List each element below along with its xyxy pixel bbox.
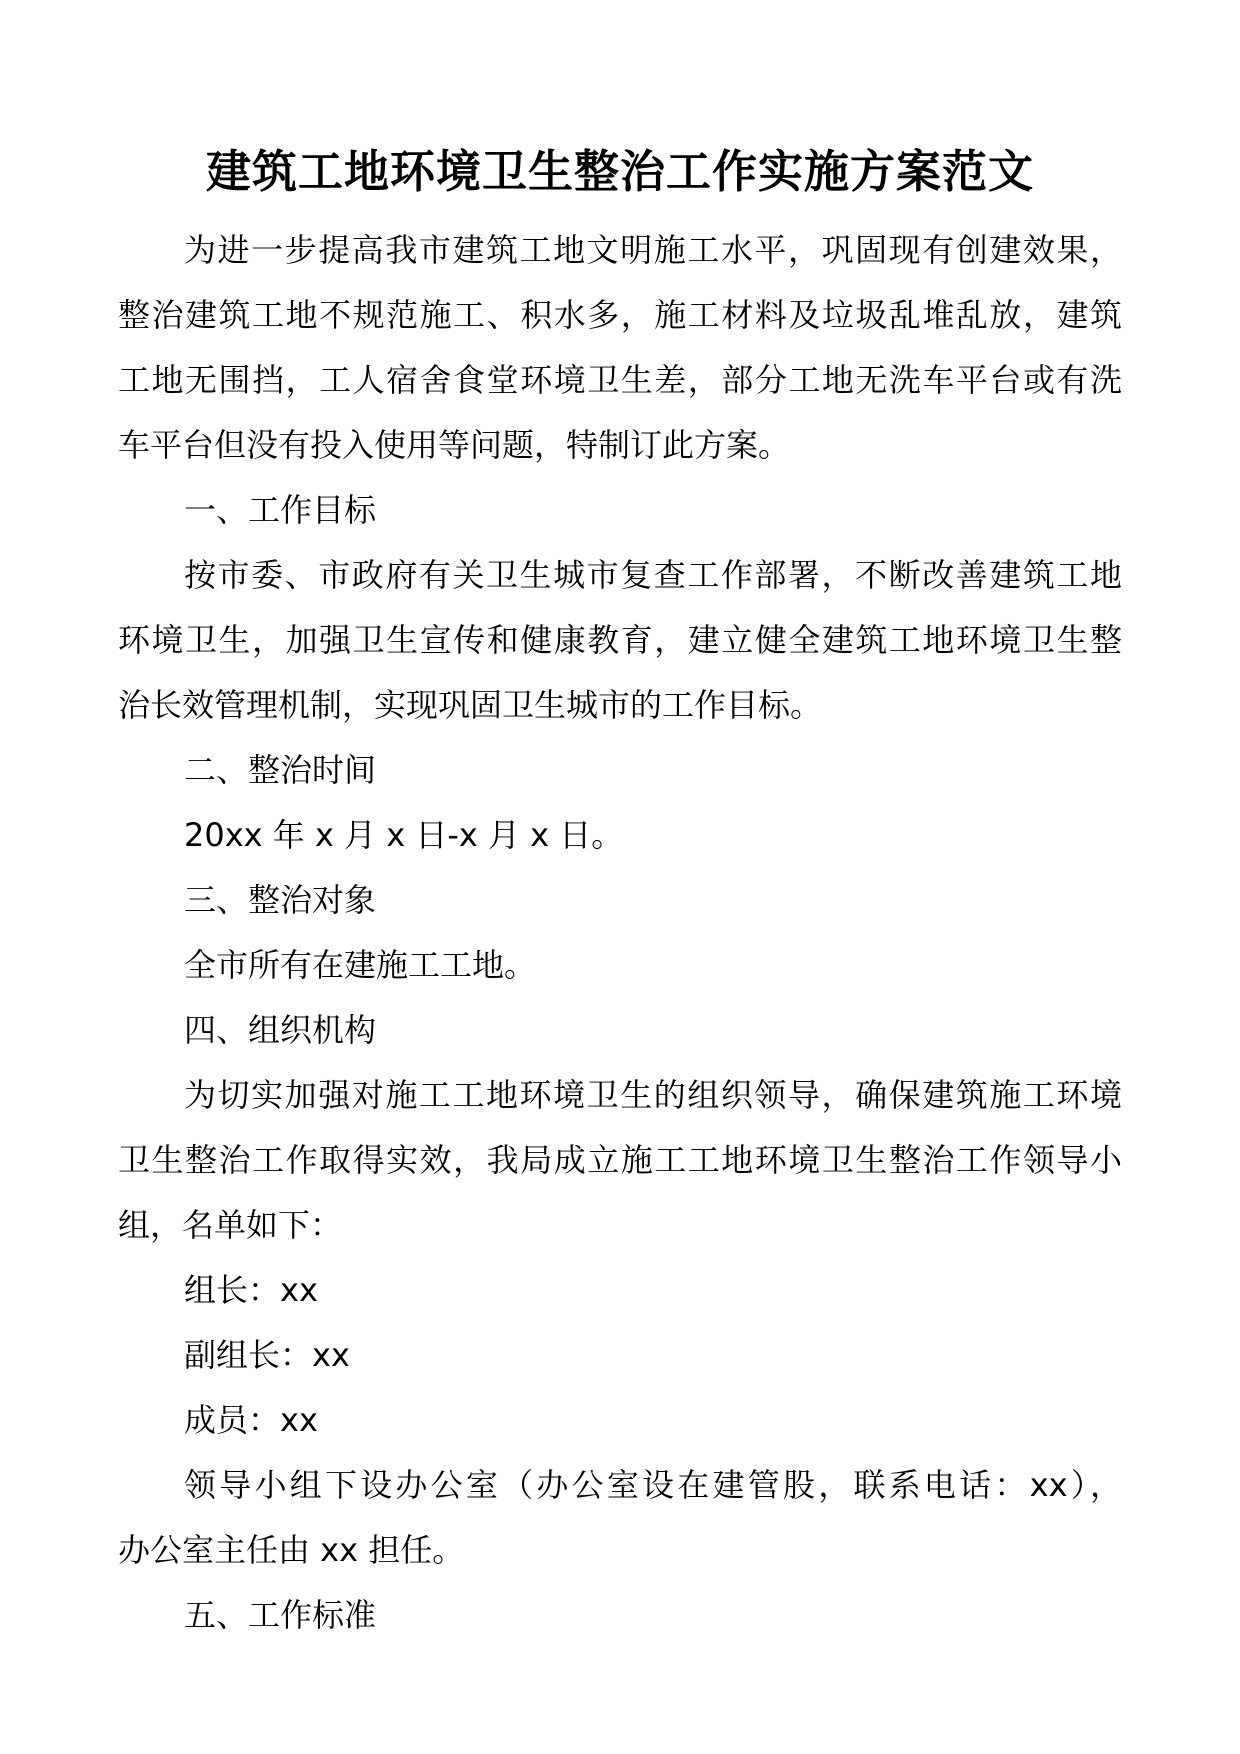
paragraph-goal (118, 543, 1122, 738)
heading-text: 二、整治时间 (184, 751, 377, 789)
paragraph-time (118, 803, 1122, 868)
text-line: 为进一步提高我市建筑工地文明施工水平，巩固现有创建效果， (184, 231, 1122, 269)
paragraph-target (118, 933, 1122, 998)
section-heading-standard (118, 1583, 1122, 1648)
text-line: 治长效管理机制，实现巩固卫生城市的工作目标。 (118, 686, 823, 724)
paragraph-organization (118, 1063, 1122, 1258)
paragraph-office (118, 1453, 1122, 1583)
text-line: 工地无围挡，工人宿舍食堂环境卫生差，部分工地无洗车平台或有洗 (118, 361, 1122, 399)
text-line: 副组长：xx (184, 1336, 350, 1374)
section-heading-time (118, 738, 1122, 803)
text-line: 环境卫生，加强卫生宣传和健康教育，建立健全建筑工地环境卫生整 (118, 621, 1122, 659)
text-line: 按市委、市政府有关卫生城市复查工作部署，不断改善建筑工地 (184, 556, 1122, 594)
member-members (118, 1388, 1122, 1453)
text-line: 领导小组下设办公室（办公室设在建管股，联系电话：xx）， (184, 1466, 1122, 1504)
document-body (118, 218, 1122, 1648)
member-deputy-leader (118, 1323, 1122, 1388)
section-heading-organization (118, 998, 1122, 1063)
heading-text: 四、组织机构 (184, 1011, 377, 1049)
text-line: 全市所有在建施工工地。 (184, 946, 537, 984)
text-line: 车平台但没有投入使用等问题，特制订此方案。 (118, 426, 791, 464)
paragraph-intro (118, 218, 1122, 478)
text-line: 20xx 年 x 月 x 日-x 月 x 日。 (184, 816, 624, 854)
text-line: 组，名单如下： (118, 1206, 343, 1244)
text-line: 卫生整治工作取得实效，我局成立施工工地环境卫生整治工作领导小 (118, 1141, 1122, 1179)
text-line: 整治建筑工地不规范施工、积水多，施工材料及垃圾乱堆乱放，建筑 (118, 296, 1122, 334)
text-line: 办公室主任由 xx 担任。 (118, 1531, 465, 1569)
member-leader (118, 1258, 1122, 1323)
document-title: 建筑工地环境卫生整治工作实施方案范文 (205, 145, 1034, 198)
section-heading-goal (118, 478, 1122, 543)
section-heading-target (118, 868, 1122, 933)
text-line: 组长：xx (184, 1271, 318, 1309)
heading-text: 一、工作目标 (184, 491, 377, 529)
heading-text: 三、整治对象 (184, 881, 377, 919)
text-line: 为切实加强对施工工地环境卫生的组织领导，确保建筑施工环境 (184, 1076, 1122, 1114)
heading-text: 五、工作标准 (184, 1596, 377, 1634)
text-line: 成员：xx (184, 1401, 318, 1439)
